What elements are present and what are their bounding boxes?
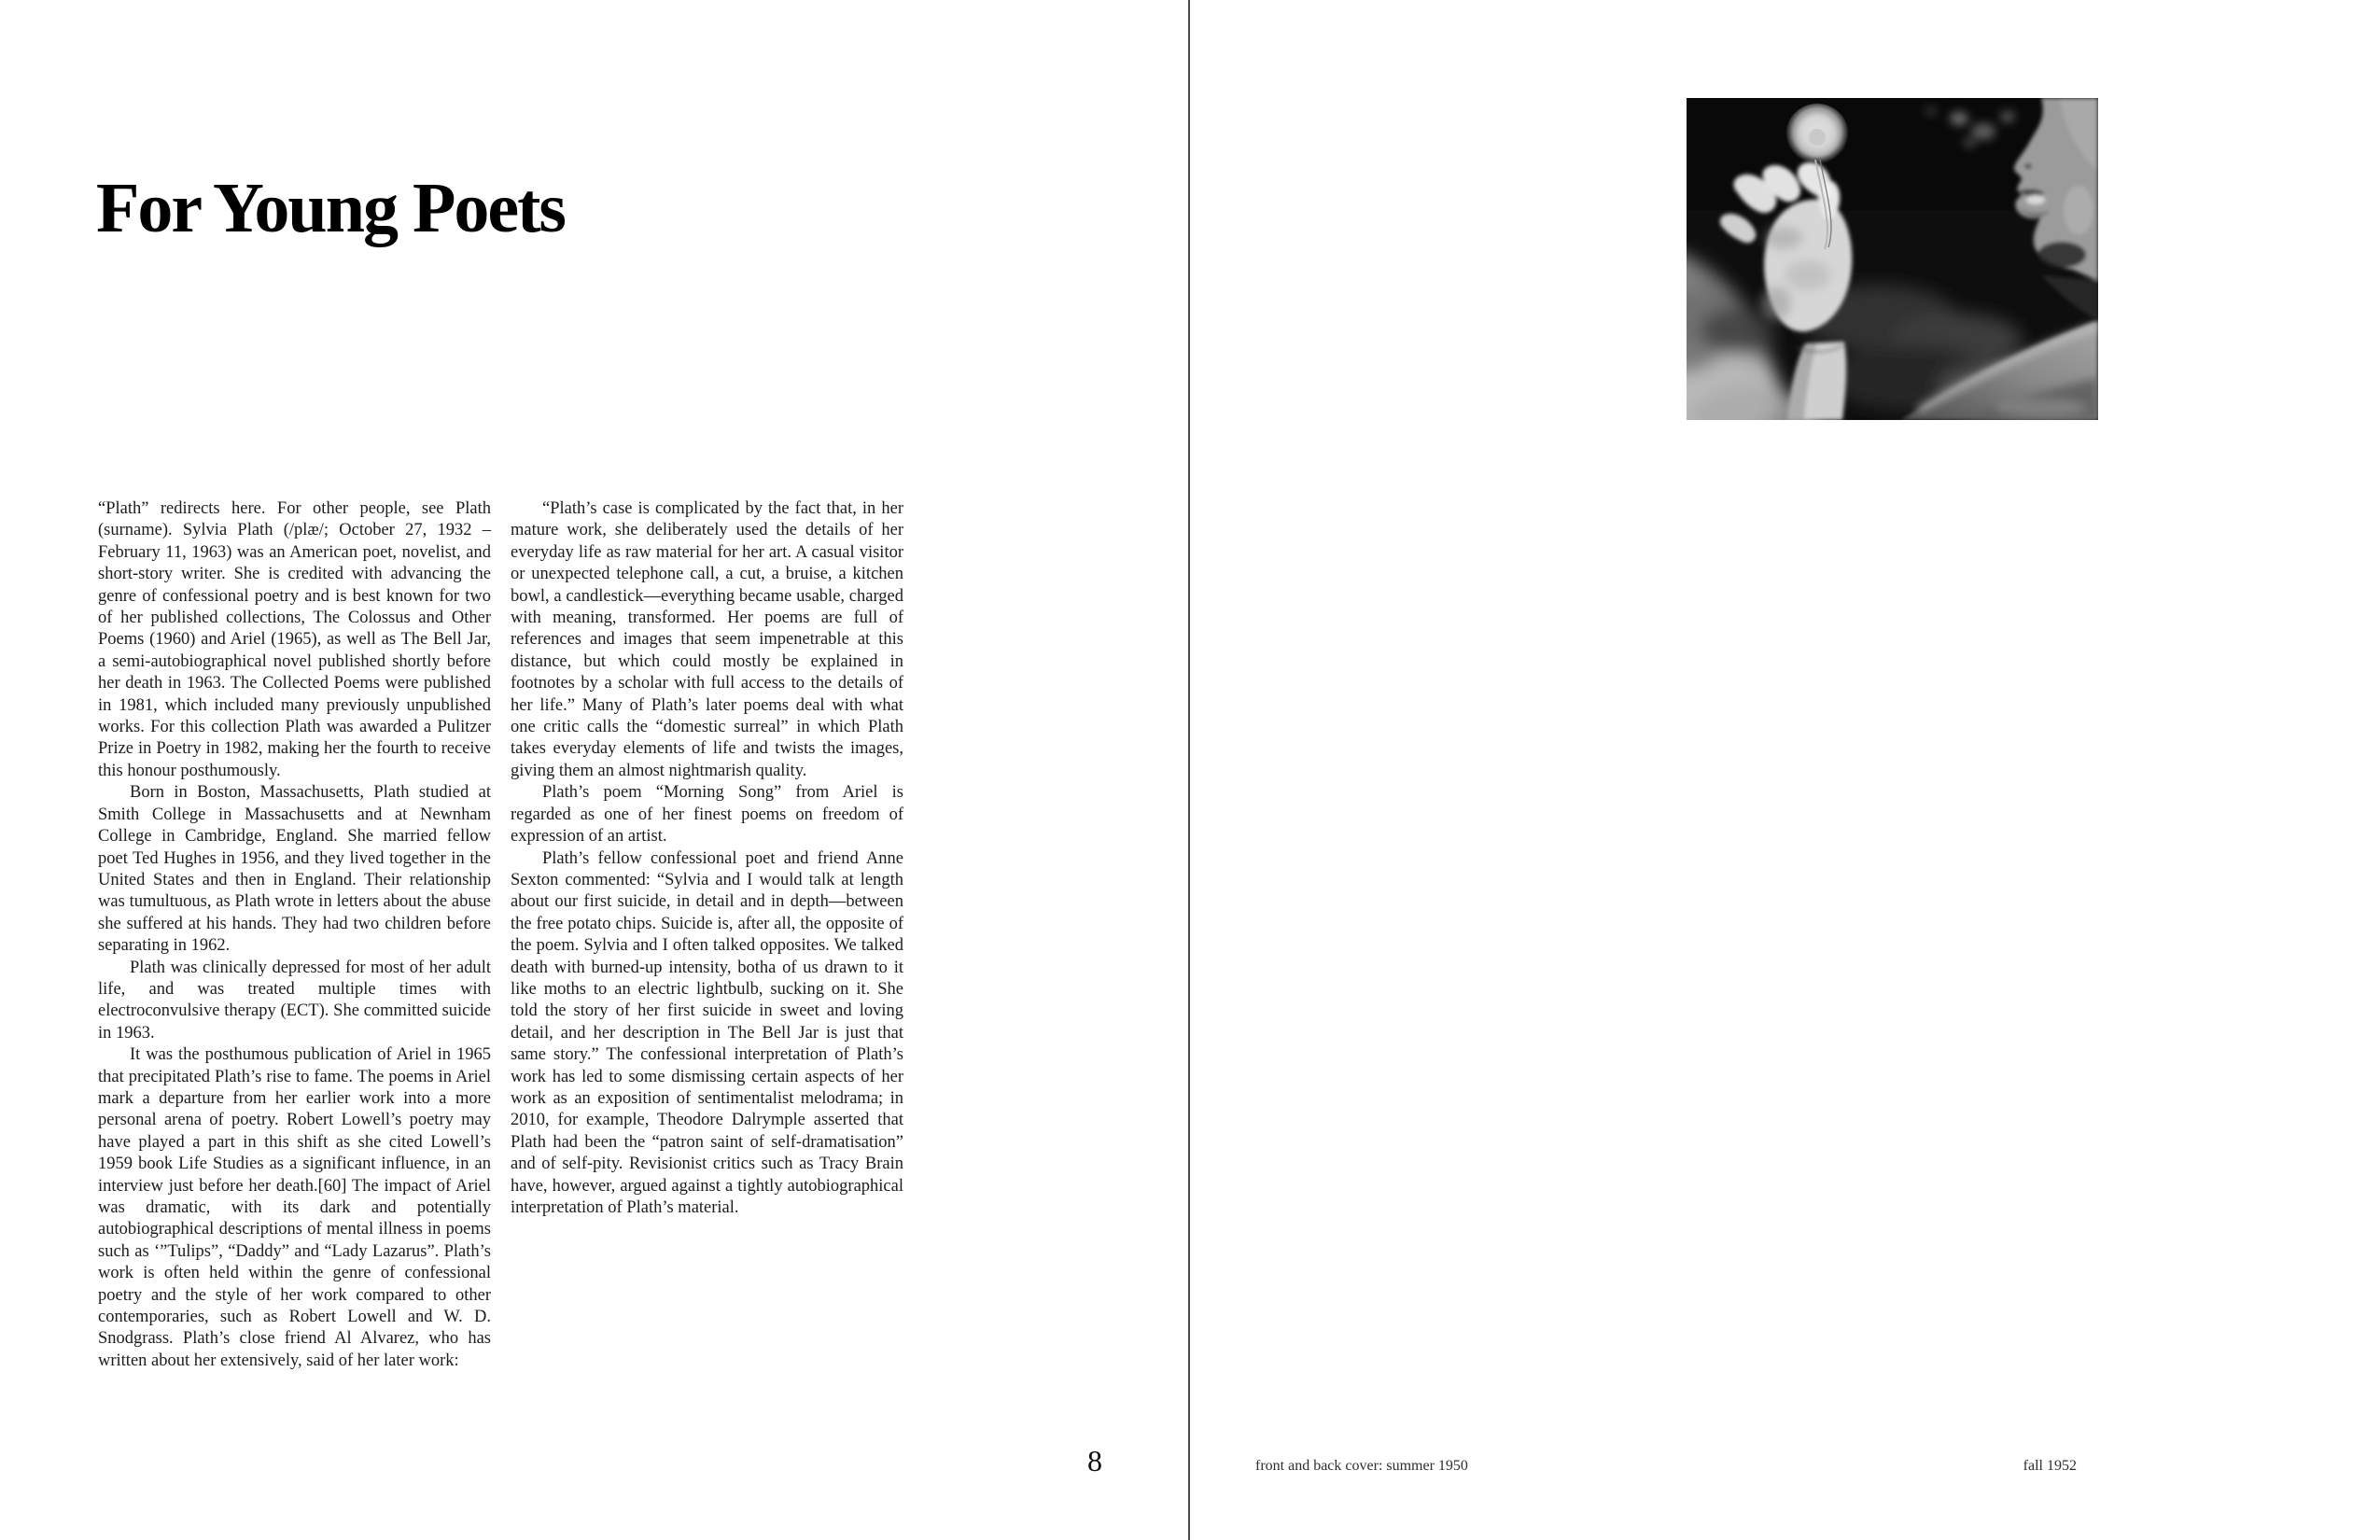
paragraph: Born in Boston, Massachusetts, Plath studied at Smith College in Massachusetts and at Newnham College in Cambridge, England. She married fellow poet Ted Hughes in 1956, and they lived together in the United States and then in England. Their relationship was tumultuous, as Plath wrote in letters about the abuse she suffered at his hands. They had two children before separating in 1962.: [98, 783, 491, 956]
paragraph: “Plath’s case is complicated by the fact that, in her mature work, she deliberately used the details of her everyday life as raw material for her art. A casual visitor or unexpected telephone call, a cut, a bruise, a kitchen bowl, a candlestick—everything became usable, charged with meaning, transformed. Her poems are full of references and images that seem impenetrable at this distance, but which could mostly be explained in footnotes by a scholar with full access to the details of her life.” Many of Plath’s later poems deal with what one critic calls the “domestic surreal” in which Plath takes everyday elements of life and twists the images, giving them an almost nightmarish quality.: [511, 499, 903, 780]
dandelion-photo-illustration: [1687, 98, 2098, 420]
page-title: For Young Poets: [96, 168, 565, 247]
paragraph: Plath was clinically depressed for most of her adult life, and was treated multiple times with electroconvulsive therapy (ECT). She committed suicide in 1963.: [98, 958, 491, 1043]
paragraph: Plath’s poem “Morning Song” from Ariel is regarded as one of her finest poems on freedom of expression of an artist.: [511, 783, 903, 847]
paragraph: “Plath” redirects here. For other people, see Plath (surname). Sylvia Plath (/plæ/; October 27, 1932 – February 11, 1963) was an American poet, novelist, and short-story writer. She is credited with advancing the genre of confessional poetry and is best known for two of her published collections, The Colossus and Other Poems (1960) and Ariel (1965), as well as The Bell Jar, a semi-autobiographical novel published shortly before her death in 1963. The Collected Poems were published in 1981, which included many previously unpublished works. For this collection Plath was awarded a Pulitzer Prize in Poetry in 1982, making her the fourth to receive this honour posthumously.: [98, 499, 491, 780]
hand-holding-dandelion-photo: [1687, 98, 2098, 420]
center-fold-divider: [1188, 0, 1190, 1540]
page-number: 8: [1087, 1444, 1102, 1477]
article-column-1: [98, 498, 491, 1372]
article-column-2: [511, 498, 903, 1219]
paragraph: Plath’s fellow confessional poet and friend Anne Sexton commented: “Sylvia and I would talk at length about our first suicide, in detail and in depth—between the free potato chips. Suicide is, after all, the opposite of the poem. Sylvia and I often talked opposites. We talked death with burned-up intensity, botha of us drawn to it like moths to an electric lightbulb, sucking on it. She told the story of her first suicide in sweet and loving detail, and her description in The Bell Jar is just that same story.” The confessional interpretation of Plath’s work has led to some dismissing certain aspects of her work as an exposition of sentimentalist melodrama; in 2010, for example, Theodore Dalrymple asserted that Plath had been the “patron saint of self-dramatisation” and of self-pity. Revisionist critics such as Tracy Brain have, however, argued against a tightly autobiographical interpretation of Plath’s material.: [511, 848, 903, 1217]
footer-caption-fall-1952: fall 1952: [2023, 1458, 2077, 1474]
footer-caption-front-back-cover: front and back cover: summer 1950: [1255, 1458, 1468, 1474]
paragraph: It was the posthumous publication of Ariel in 1965 that precipitated Plath’s rise to fame. The poems in Ariel mark a departure from her earlier work into a more personal arena of poetry. Robert Lowell’s poetry may have played a part in this shift as she cited Lowell’s 1959 book Life Studies as a significant influence, in an interview just before her death.[60] The impact of Ariel was dramatic, with its dark and potentially autobiographical descriptions of mental illness in poems such as ‘”Tulips”, “Daddy” and “Lady Lazarus”. Plath’s work is often held within the genre of confessional poetry and the style of her work compared to other contemporaries, such as Robert Lowell and W. D. Snodgrass. Plath’s close friend Al Alvarez, who has written about her extensively, said of her later work:: [98, 1045, 491, 1370]
